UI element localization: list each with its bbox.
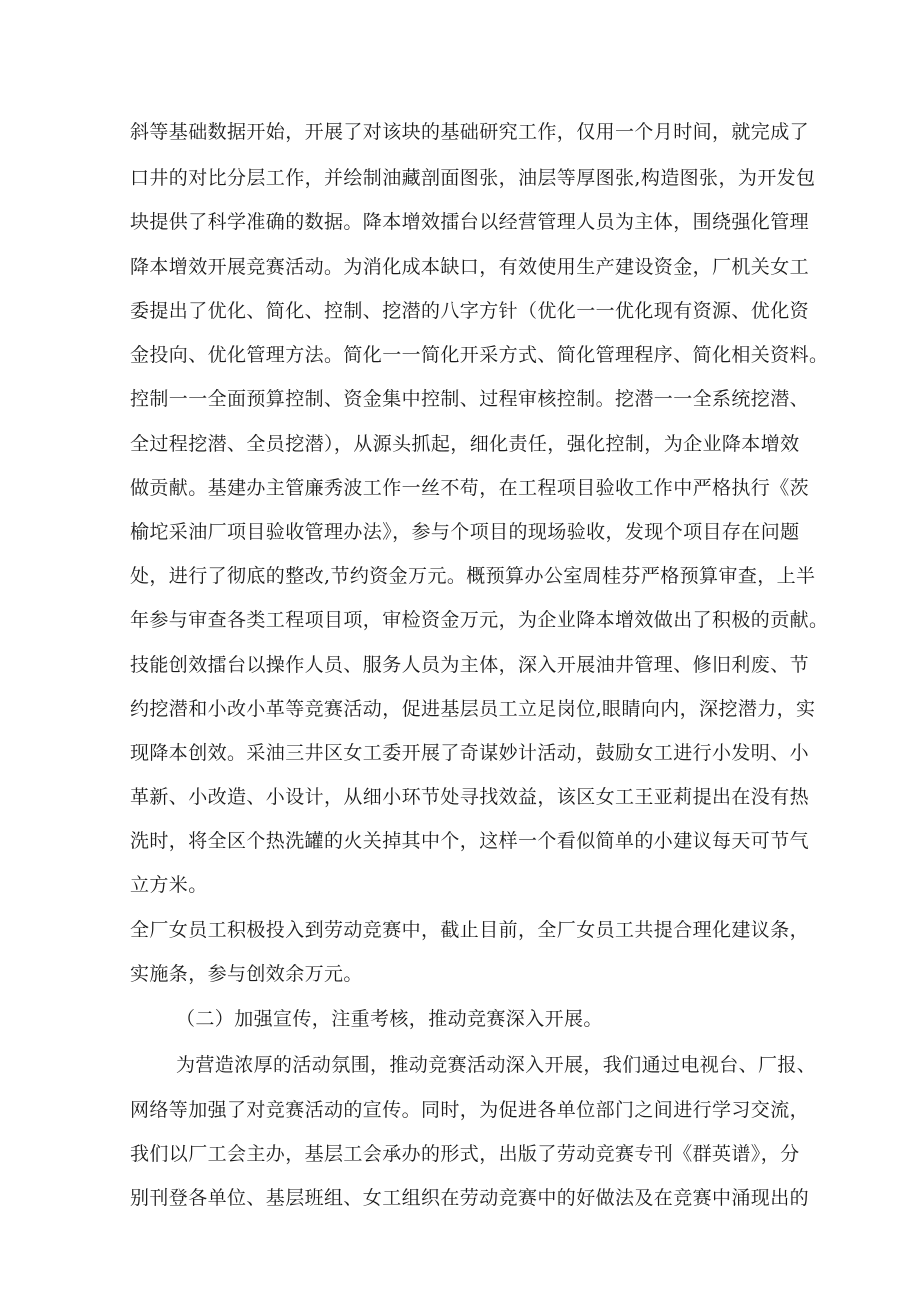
text-line: 技能创效擂台以操作人员、服务人员为主体，深入开展油井管理、修旧利废、节 bbox=[130, 654, 810, 676]
text-line: 我们以厂工会主办，基层工会承办的形式，出版了劳动竞赛专刊《群英谱》，分 bbox=[130, 1143, 800, 1165]
text-line: 做贡献。基建办主管廉秀波工作一丝不苟，在工程项目验收工作中严格执行《茨 bbox=[130, 477, 810, 499]
text-line: 全过程挖潜、全员挖潜），从源头抓起，细化责任，强化控制，为企业降本增效 bbox=[130, 433, 800, 455]
text-line: 口井的对比分层工作，并绘制油藏剖面图张，油层等厚图张,构造图张，为开发包 bbox=[130, 167, 816, 189]
text-line: 金投向、优化管理方法。简化一一简化开采方式、简化管理程序、简化相关资料。 bbox=[130, 344, 829, 366]
text-line: 年参与审查各类工程项目项，审检资金万元，为企业降本增效做出了积极的贡献。 bbox=[130, 609, 829, 631]
text-line: 斜等基础数据开始，开展了对该块的基础研究工作，仅用一个月时间，就完成了 bbox=[130, 121, 810, 143]
text-line: 处，进行了彻底的整改,节约资金万元。概预算办公室周桂芬严格预算审查，上半 bbox=[130, 565, 816, 587]
text-line: 降本增效开展竞赛活动。为消化成本缺口，有效使用生产建设资金，厂机关女工 bbox=[130, 256, 810, 278]
text-line: 立方米。 bbox=[130, 874, 208, 896]
text-line: 革新、小改造、小设计，从细小环节处寻找效益，该区女工王亚莉提出在没有热 bbox=[130, 786, 810, 808]
text-line: 控制一一全面预算控制、资金集中控制、过程审核控制。挖潜一一全系统挖潜、 bbox=[130, 388, 810, 410]
text-line: 委提出了优化、简化、控制、挖潜的八字方针（优化一一优化现有资源、优化资 bbox=[130, 300, 810, 322]
text-line: 块提供了科学准确的数据。降本增效擂台以经营管理人员为主体，围绕强化管理 bbox=[130, 211, 810, 233]
text-line: 全厂女员工积极投入到劳动竞赛中，截止目前，全厂女员工共提合理化建议条， bbox=[130, 919, 810, 941]
text-line: 网络等加强了对竞赛活动的宣传。同时，为促进各单位部门之间进行学习交流， bbox=[130, 1099, 810, 1121]
text-line: 现降本创效。采油三井区女工委开展了奇谋妙计活动，鼓励女工进行小发明、小 bbox=[130, 742, 810, 764]
text-line: 洗时，将全区个热洗罐的火关掉其中个，这样一个看似简单的小建议每天可节气 bbox=[130, 830, 810, 852]
text-line: 榆坨采油厂项目验收管理办法》，参与个项目的现场验收，发现个项目存在问题 bbox=[130, 521, 800, 543]
text-line: 为营造浓厚的活动氛围，推动竞赛活动深入开展，我们通过电视台、厂报、 bbox=[176, 1054, 817, 1076]
text-line: 实施条，参与创效余万元。 bbox=[130, 963, 363, 985]
text-line: 约挖潜和小改小革等竞赛活动，促进基层员工立足岗位,眼睛向内，深挖潜力，实 bbox=[130, 698, 816, 720]
text-line: 别刊登各单位、基层班组、女工组织在劳动竞赛中的好做法及在竞赛中涌现出的 bbox=[130, 1187, 810, 1209]
section-heading: （二）加强宣传，注重考核，推动竞赛深入开展。 bbox=[176, 1008, 603, 1030]
